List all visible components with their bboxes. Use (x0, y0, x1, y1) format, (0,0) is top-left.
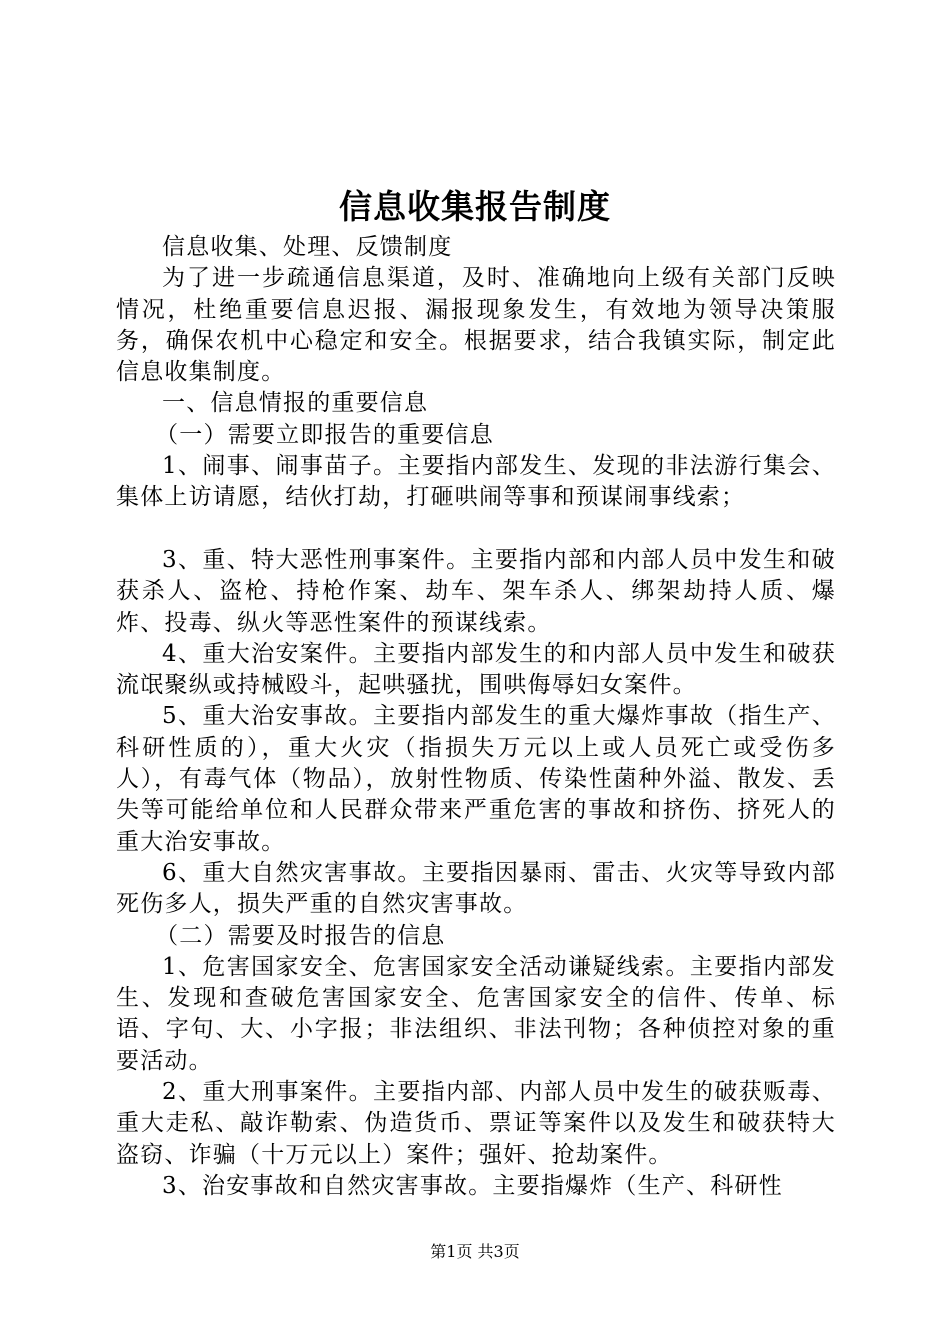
paragraph-item-1: 1、闹事、闹事苗子。主要指内部发生、发现的非法游行集会、集体上访请愿，结伙打劫，打砸哄闹等事和预谋闹事线索； (116, 453, 836, 511)
section-heading-1: 一、信息情报的重要信息 (162, 390, 429, 417)
document-title: 信息收集报告制度 (339, 187, 611, 226)
paragraph-item-b1: 1、危害国家安全、危害国家安全活动谦疑线索。主要指内部发生、发现和查破危害国家安全、危害国家安全的信件、传单、标语、字句、大、小字报；非法组织、非法刊物；各种侦控对象的重要活动。 (116, 953, 836, 1074)
paragraph-item-3: 3、重、特大恶性刑事案件。主要指内部和内部人员中发生和破获杀人、盗枪、持枪作案、劫车、架车杀人、绑架劫持人质、爆炸、投毒、纵火等恶性案件的预谋线索。 (116, 546, 836, 636)
paragraph-item-b3: 3、治安事故和自然灾害事故。主要指爆炸（生产、科研性 (162, 1172, 783, 1199)
page-footer: 第1页 共3页 (430, 1242, 520, 1261)
blank-line (116, 514, 836, 545)
document-body (116, 232, 836, 1202)
subsection-heading-1: （一）需要立即报告的重要信息 (155, 421, 494, 448)
paragraph-subtitle: 信息收集、处理、反馈制度 (162, 234, 453, 260)
subsection-heading-2: （二）需要及时报告的信息 (155, 922, 446, 949)
paragraph-item-6: 6、重大自然灾害事故。主要指因暴雨、雷击、火灾等导致内部死伤多人，损失严重的自然灾害事故。 (116, 859, 836, 918)
paragraph-item-4: 4、重大治安案件。主要指内部发生的和内部人员中发生和破获流氓聚纵或持械殴斗，起哄骚扰，围哄侮辱妇女案件。 (116, 640, 836, 699)
paragraph-item-b2: 2、重大刑事案件。主要指内部、内部人员中发生的破获贩毒、重大走私、敲诈勒索、伪造货币、票证等案件以及发生和破获特大盗窃、诈骗（十万元以上）案件；强奸、抢劫案件。 (116, 1079, 836, 1168)
paragraph-item-5: 5、重大治安事故。主要指内部发生的重大爆炸事故（指生产、科研性质的），重大火灾（指损失万元以上或人员死亡或受伤多人），有毒气体（物品），放射性物质、传染性菌种外溢、散发、丢失等可能给单位和人民群众带来严重危害的事故和挤伤、挤死人的重大治安事故。 (116, 703, 836, 855)
paragraph-intro: 为了进一步疏通信息渠道，及时、准确地向上级有关部门反映情况，杜绝重要信息迟报、漏报现象发生，有效地为领导决策服务，确保农机中心稳定和安全。根据要求，结合我镇实际，制定此信息收集制度。 (116, 265, 836, 386)
